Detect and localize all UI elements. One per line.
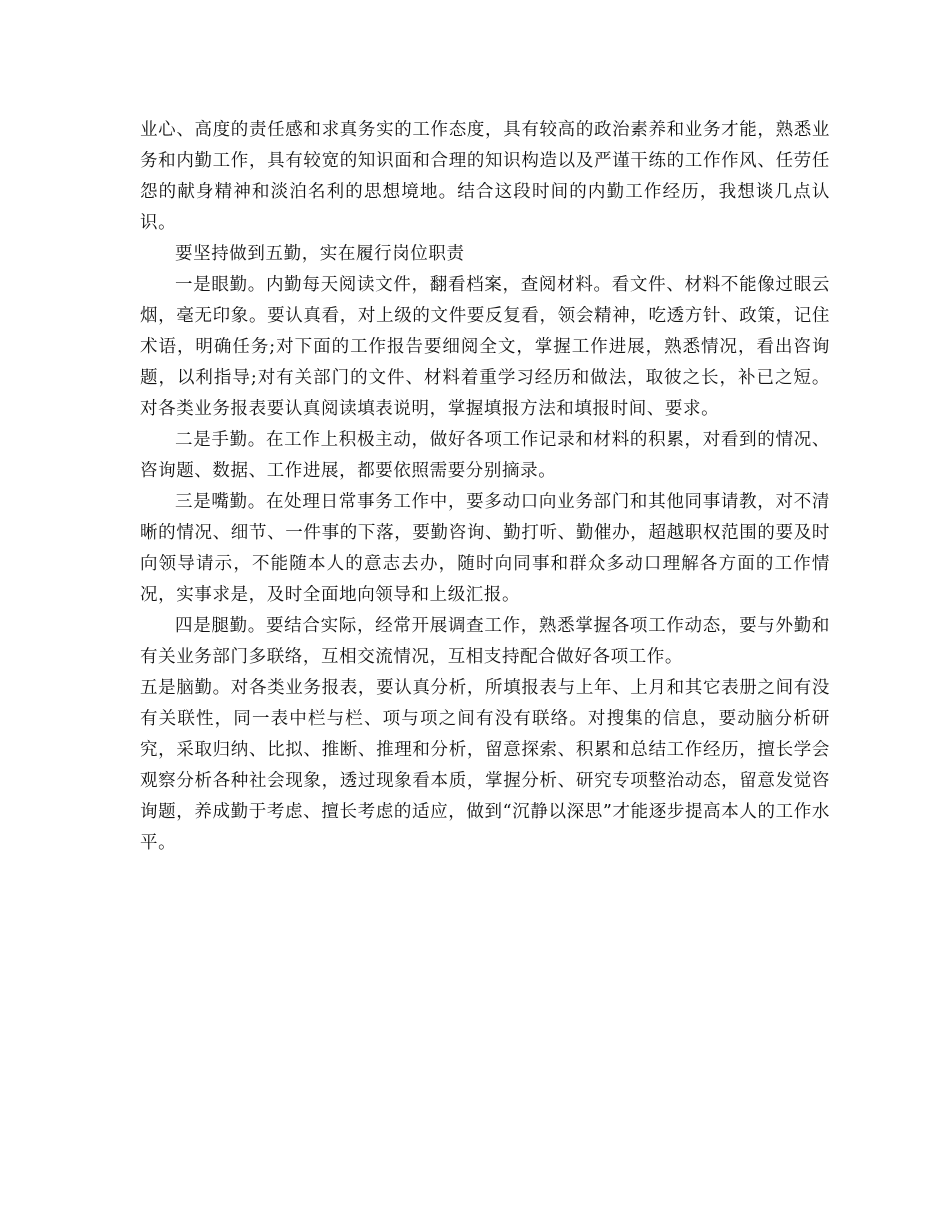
- section-heading: 要坚持做到五勤，实在履行岗位职责: [175, 244, 465, 264]
- document-body: [140, 115, 830, 859]
- paragraph-mouth-diligence: 三是嘴勤。在处理日常事务工作中，要多动口向业务部门和其他同事请教，对不清晰的情况、细节、一件事的下落，要勤咨询、勤打听、勤催办，超越职权范围的要及时向领导请示，不能随本人的意志去办，随时向同事和群众多动口理解各方面的工作情况，实事求是，及时全面地向领导和上级汇报。: [140, 492, 830, 605]
- paragraph-continuation: 业心、高度的责任感和求真务实的工作态度，具有较高的政治素养和业务才能，熟悉业务和内勤工作，具有较宽的知识面和合理的知识构造以及严谨干练的工作作风、任劳任怨的献身精神和淡泊名利的思想境地。结合这段时间的内勤工作经历，我想谈几点认识。: [140, 120, 830, 233]
- paragraph-hand-diligence: 二是手勤。在工作上积极主动，做好各项工作记录和材料的积累，对看到的情况、咨询题、数据、工作进展，都要依照需要分别摘录。: [140, 430, 830, 481]
- paragraph-leg-diligence: 四是腿勤。要结合实际，经常开展调查工作，熟悉掌握各项工作动态，要与外勤和有关业务部门多联络，互相交流情况，互相支持配合做好各项工作。: [140, 616, 830, 667]
- paragraph-eye-diligence: 一是眼勤。内勤每天阅读文件，翻看档案，查阅材料。看文件、材料不能像过眼云烟，毫无印象。要认真看，对上级的文件要反复看，领会精神，吃透方针、政策，记住术语，明确任务;对下面的工作报告要细阅全文，掌握工作进展，熟悉情况，看出咨询题，以利指导;对有关部门的文件、材料着重学习经历和做法，取彼之长，补已之短。对各类业务报表要认真阅读填表说明，掌握填报方法和填报时间、要求。: [140, 275, 830, 419]
- paragraph-brain-diligence: 五是脑勤。对各类业务报表，要认真分析，所填报表与上年、上月和其它表册之间有没有关联性，同一表中栏与栏、项与项之间有没有联络。对搜集的信息，要动脑分析研究，采取归纳、比拟、推断、推理和分析，留意探索、积累和总结工作经历，擅长学会观察分析各种社会现象，透过现象看本质，掌握分析、研究专项整治动态，留意发觉咨询题，养成勤于考虑、擅长考虑的适应，做到“沉静以深思”才能逐步提高本人的工作水平。: [140, 678, 830, 853]
